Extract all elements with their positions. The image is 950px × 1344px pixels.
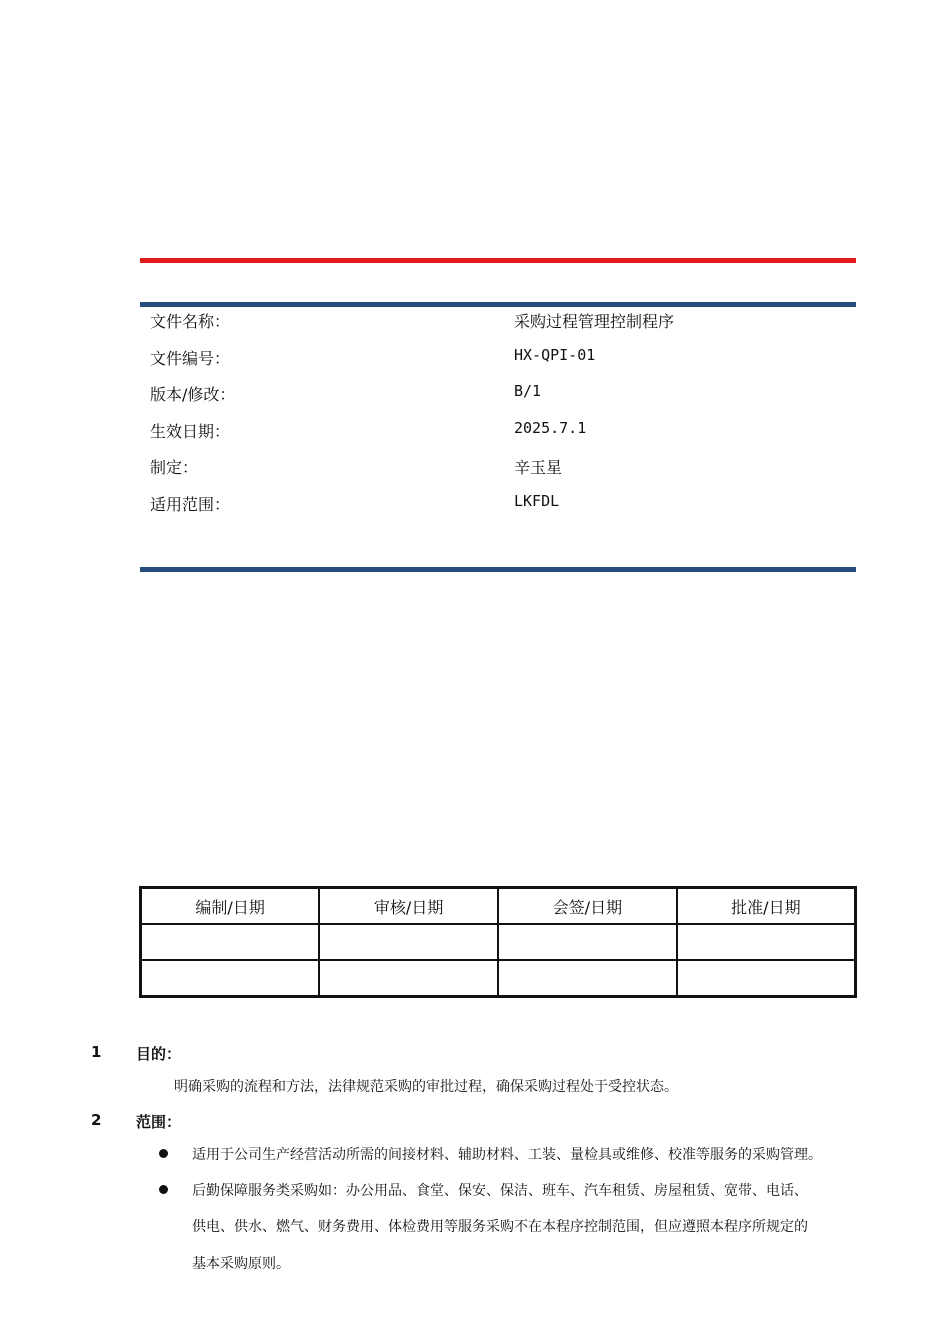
field-label: 文件名称： bbox=[150, 312, 231, 331]
purpose-paragraph: 明确采购的流程和方法，法律规范采购的审批过程，确保采购过程处于受控状态。 bbox=[174, 1079, 678, 1095]
table-row bbox=[141, 960, 856, 997]
signature-cell[interactable] bbox=[319, 924, 498, 960]
field-scope bbox=[150, 492, 850, 516]
header-blue-rule-top bbox=[140, 302, 856, 307]
field-value: 采购过程管理控制程序 bbox=[514, 312, 675, 331]
header-cell-prepared: 编制/日期 bbox=[141, 888, 320, 925]
bullet-icon bbox=[159, 1149, 168, 1158]
field-label: 制定： bbox=[150, 458, 199, 477]
signature-cell[interactable] bbox=[498, 960, 677, 997]
table-row bbox=[141, 924, 856, 960]
field-label: 生效日期： bbox=[150, 422, 231, 441]
field-document-name bbox=[150, 309, 850, 333]
section-number: 2 bbox=[91, 1111, 102, 1129]
field-effective-date bbox=[150, 419, 850, 443]
scope-bullet-line: 基本采购原则。 bbox=[192, 1256, 290, 1272]
section-title-purpose: 目的： bbox=[136, 1045, 182, 1063]
field-document-number bbox=[150, 346, 850, 370]
field-value: LKFDL bbox=[514, 492, 560, 510]
field-label: 适用范围： bbox=[150, 495, 231, 514]
field-value: HX-QPI-01 bbox=[514, 346, 596, 364]
section-title-scope: 范围： bbox=[136, 1113, 182, 1131]
field-author bbox=[150, 455, 850, 479]
signature-cell[interactable] bbox=[141, 924, 320, 960]
field-label: 文件编号： bbox=[150, 349, 231, 368]
field-value: 辛玉星 bbox=[514, 458, 563, 477]
field-value: 2025.7.1 bbox=[514, 419, 587, 437]
scope-bullet-line: 适用于公司生产经营活动所需的间接材料、辅助材料、工装、量检具或维修、校准等服务的采购管理。 bbox=[192, 1147, 822, 1163]
scope-bullet-line: 后勤保障服务类采购如：办公用品、食堂、保安、保洁、班车、汽车租赁、房屋租赁、宽带、电话、 bbox=[192, 1183, 808, 1199]
scope-bullet-line: 供电、供水、燃气、财务费用、体检费用等服务采购不在本程序控制范围，但应遵照本程序所规定的 bbox=[192, 1219, 808, 1235]
bullet-icon bbox=[159, 1185, 168, 1194]
signature-cell[interactable] bbox=[498, 924, 677, 960]
header-cell-reviewed: 审核/日期 bbox=[319, 888, 498, 925]
signature-cell[interactable] bbox=[677, 924, 856, 960]
field-version bbox=[150, 382, 850, 406]
header-cell-approved: 批准/日期 bbox=[677, 888, 856, 925]
field-label: 版本/修改： bbox=[150, 385, 236, 404]
signature-cell[interactable] bbox=[677, 960, 856, 997]
header-blue-rule-bottom bbox=[140, 567, 856, 572]
signature-cell[interactable] bbox=[319, 960, 498, 997]
header-cell-countersigned: 会签/日期 bbox=[498, 888, 677, 925]
approval-table-header-row bbox=[141, 888, 856, 925]
approval-table bbox=[139, 886, 857, 998]
section-number: 1 bbox=[91, 1043, 102, 1061]
signature-cell[interactable] bbox=[141, 960, 320, 997]
field-value: B/1 bbox=[514, 382, 542, 400]
header-red-rule bbox=[140, 258, 856, 263]
